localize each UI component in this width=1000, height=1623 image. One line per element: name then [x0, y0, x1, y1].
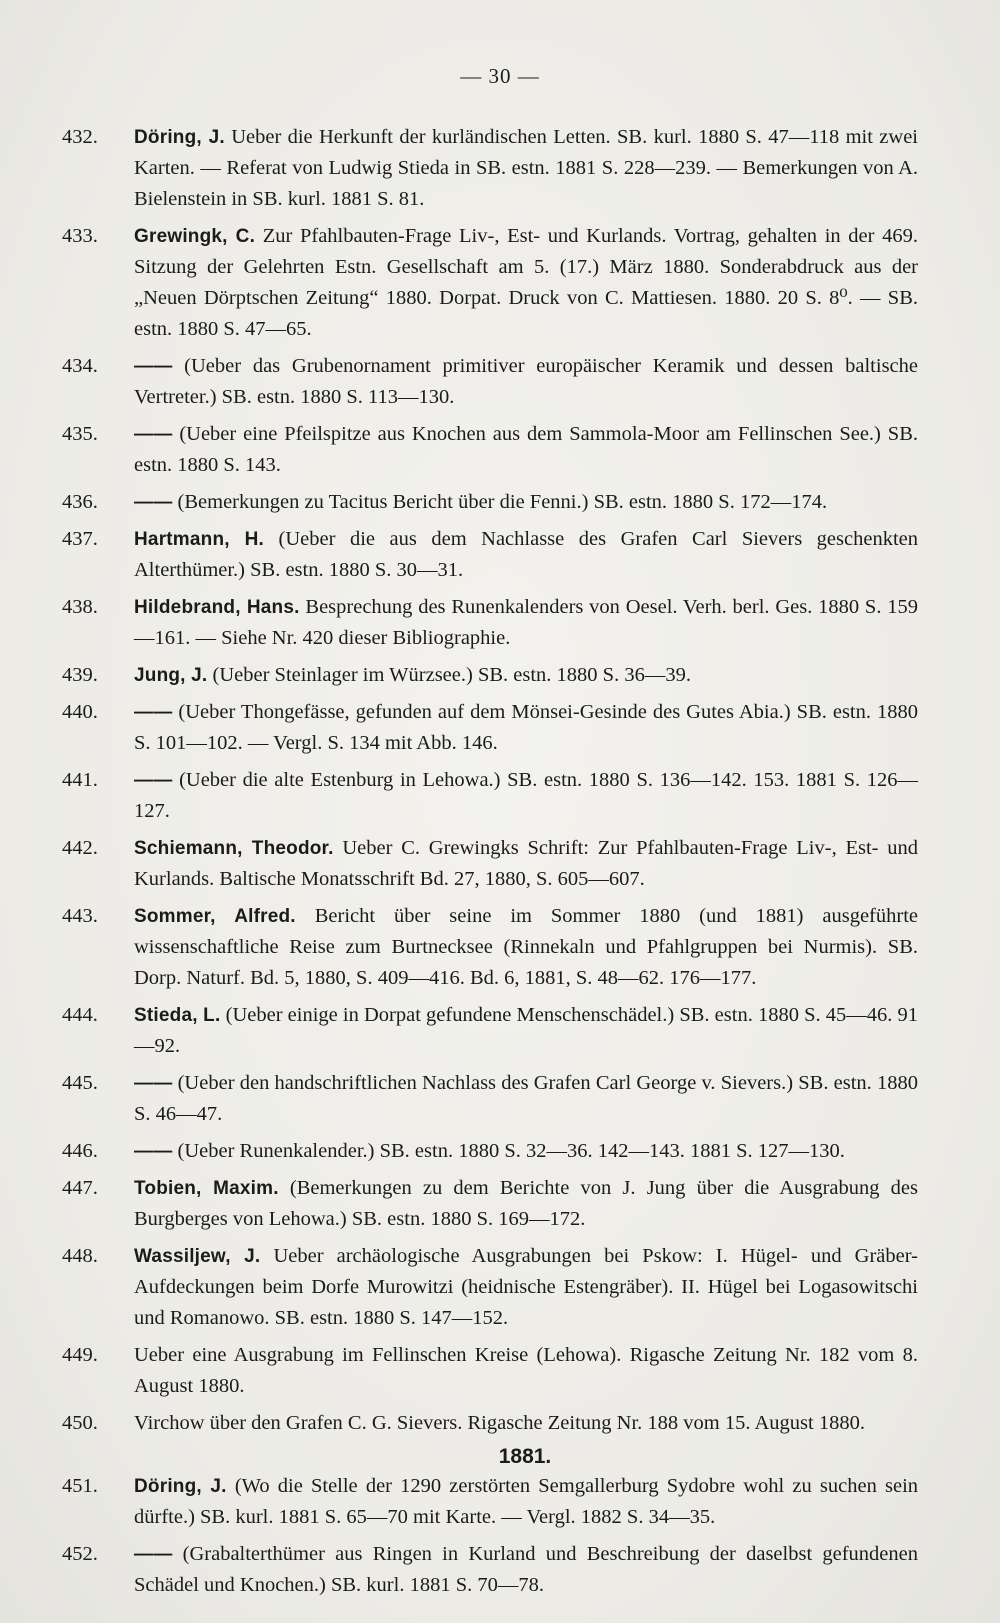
- bibliography-entry: [62, 1471, 918, 1533]
- bibliography-entry: [62, 833, 918, 895]
- entry-text: Ueber die Herkunft der kurländischen Letten. SB. kurl. 1880 S. 47—118 mit zwei Karten. — Referat von Ludwig Stieda in SB. estn. 1881 S. 228—239. — Bemerkungen von A. Bielenstein in SB. kurl. 1881 S. 81.: [134, 126, 918, 210]
- entry-body: [134, 901, 918, 994]
- bibliography-entry: [62, 1241, 918, 1334]
- entry-number: 440.: [62, 701, 98, 723]
- entry-text: Ueber C. Grewingks Schrift: Zur Pfahlbauten-Frage Liv-, Est- und Kurlands. Baltische Monatsschrift Bd. 27, 1880, S. 605—607.: [134, 837, 918, 890]
- entry-text: (Ueber eine Pfeilspitze aus Knochen aus dem Sammola-Moor am Fellinschen See.) SB. estn. 1880 S. 143.: [134, 423, 918, 476]
- entry-author: Wassiljew, J.: [134, 1246, 261, 1267]
- entry-body: [134, 1000, 918, 1062]
- bibliography-entry: [62, 765, 918, 827]
- entry-text: (Ueber Thongefässe, gefunden auf dem Mönsei-Gesinde des Gutes Abia.) SB. estn. 1880 S. 101—102. — Vergl. S. 134 mit Abb. 146.: [134, 701, 918, 754]
- entry-body: [134, 833, 918, 895]
- entry-body: [134, 351, 918, 413]
- entry-author: Tobien, Maxim.: [134, 1178, 279, 1199]
- entry-author: Döring, J.: [134, 127, 225, 148]
- entry-text: (Ueber das Grubenornament primitiver europäischer Keramik und dessen baltische Vertreter.) SB. estn. 1880 S. 113—130.: [134, 355, 918, 408]
- entry-number: 451.: [62, 1475, 98, 1497]
- bibliography-entry: [62, 1539, 918, 1601]
- entry-body: [134, 1136, 918, 1167]
- entry-body: [134, 592, 918, 654]
- entry-text: (Ueber Runenkalender.) SB. estn. 1880 S. 32—36. 142—143. 1881 S. 127—130.: [177, 1140, 845, 1162]
- bibliography-entry: [62, 697, 918, 759]
- bibliography-entry: [62, 221, 918, 345]
- entry-author: Grewingk, C.: [134, 226, 256, 247]
- entry-author: Jung, J.: [134, 665, 208, 686]
- entry-author: ——: [134, 492, 173, 513]
- entry-body: [134, 122, 918, 215]
- entry-author: Hartmann, H.: [134, 529, 265, 550]
- entry-body: [134, 221, 918, 345]
- entry-body: [134, 1173, 918, 1235]
- entry-text: (Ueber den handschriftlichen Nachlass des Grafen Carl George v. Sievers.) SB. estn. 1880 S. 46—47.: [134, 1072, 918, 1125]
- bibliography-entry: [62, 1340, 918, 1402]
- entry-number: 447.: [62, 1177, 98, 1199]
- entry-number: 435.: [62, 423, 98, 445]
- bibliography-entry: [62, 660, 918, 691]
- bibliography-entry: [62, 592, 918, 654]
- bibliography-entry: [62, 1000, 918, 1062]
- entry-number: 439.: [62, 664, 98, 686]
- entry-body: [134, 1471, 918, 1533]
- entry-number: 432.: [62, 126, 98, 148]
- entries-1881: [62, 1471, 918, 1601]
- bibliography-entry: [62, 122, 918, 215]
- entry-author: ——: [134, 770, 173, 791]
- entry-text: Virchow über den Grafen C. G. Sievers. Rigasche Zeitung Nr. 188 vom 15. August 1880.: [134, 1412, 865, 1434]
- entry-number: 441.: [62, 769, 98, 791]
- entry-text: Besprechung des Runenkalenders von Oesel. Verh. berl. Ges. 1880 S. 159—161. — Siehe Nr. 420 dieser Bibliographie.: [134, 596, 918, 649]
- entry-body: [134, 1068, 918, 1130]
- bibliography-entry: [62, 1136, 918, 1167]
- entry-body: [134, 765, 918, 827]
- entry-body: [134, 697, 918, 759]
- entry-text: Bericht über seine im Sommer 1880 (und 1881) ausgeführte wissenschaftliche Reise zum Burtnecksee (Rinnekaln und Pfahlgruppen bei Nurmis). SB. Dorp. Naturf. Bd. 5, 1880, S. 409—416. Bd. 6, 1881, S. 48—62. 176—177.: [134, 905, 919, 989]
- entry-number: 437.: [62, 528, 98, 550]
- entry-body: [134, 1408, 918, 1439]
- entry-author: ——: [134, 1073, 173, 1094]
- entry-author: Stieda, L.: [134, 1005, 221, 1026]
- entry-body: [134, 1539, 918, 1601]
- bibliography-entry: [62, 524, 918, 586]
- entry-number: 450.: [62, 1412, 98, 1434]
- entry-text: Zur Pfahlbauten-Frage Liv-, Est- und Kurlands. Vortrag, gehalten in der 469. Sitzung der Gelehrten Estn. Gesellschaft am 5. (17.) März 1880. Sonderabdruck aus der „Neuen Dörptschen Zeitung“ 1880. Dorpat. Druck von C. Mattiesen. 1880. 20 S. 8⁰. — SB. estn. 1880 S. 47—65.: [134, 225, 918, 340]
- bibliography-entry: [62, 487, 918, 518]
- bibliography-list: [62, 122, 918, 1607]
- entry-text: (Ueber Steinlager im Würzsee.) SB. estn. 1880 S. 36—39.: [212, 664, 691, 686]
- entry-number: 443.: [62, 905, 98, 927]
- entry-number: 433.: [62, 225, 98, 247]
- entry-body: [134, 524, 918, 586]
- entry-author: Döring, J.: [134, 1476, 227, 1497]
- entry-body: [134, 1340, 918, 1402]
- entry-body: [134, 419, 918, 481]
- bibliography-entry: [62, 901, 918, 994]
- entry-number: 452.: [62, 1543, 98, 1565]
- entry-text: (Ueber einige in Dorpat gefundene Menschenschädel.) SB. estn. 1880 S. 45—46. 91—92.: [134, 1004, 919, 1057]
- year-heading: 1881.: [498, 1445, 552, 1468]
- entry-author: Hildebrand, Hans.: [134, 597, 300, 618]
- bibliography-entry: [62, 1068, 918, 1130]
- bibliography-entry: [62, 351, 918, 413]
- entry-author: ——: [134, 1141, 173, 1162]
- entry-number: 448.: [62, 1245, 98, 1267]
- entry-author: Sommer, Alfred.: [134, 906, 296, 927]
- entry-text: (Ueber die alte Estenburg in Lehowa.) SB. estn. 1880 S. 136—142. 153. 1881 S. 126—127.: [134, 769, 918, 822]
- entry-number: 436.: [62, 491, 98, 513]
- entry-number: 434.: [62, 355, 98, 377]
- entry-number: 445.: [62, 1072, 98, 1094]
- entry-body: [134, 487, 918, 518]
- page-number: — 30 —: [460, 64, 540, 88]
- entry-text: (Bemerkungen zu dem Berichte von J. Jung über die Ausgrabung des Burgberges von Lehowa.) SB. estn. 1880 S. 169—172.: [134, 1177, 918, 1230]
- entry-number: 444.: [62, 1004, 98, 1026]
- entry-text: (Bemerkungen zu Tacitus Bericht über die Fenni.) SB. estn. 1880 S. 172—174.: [177, 491, 828, 513]
- bibliography-entry: [62, 419, 918, 481]
- bibliography-entry: [62, 1408, 918, 1439]
- entry-number: 446.: [62, 1140, 98, 1162]
- entry-body: [134, 1241, 918, 1334]
- entry-author: ——: [134, 424, 173, 445]
- entry-text: Ueber eine Ausgrabung im Fellinschen Kreise (Lehowa). Rigasche Zeitung Nr. 182 vom 8. August 1880.: [134, 1344, 918, 1397]
- entries-1880: [62, 122, 918, 1439]
- entry-number: 438.: [62, 596, 98, 618]
- entry-author: ——: [134, 702, 173, 723]
- bibliography-entry: [62, 1173, 918, 1235]
- entry-text: Ueber archäologische Ausgrabungen bei Pskow: I. Hügel- und Gräber-Aufdeckungen beim Dorfe Murowitzi (heidnische Estengräber). II. Hügel bei Logasowitschi und Romanowo. SB. estn. 1880 S. 147—152.: [134, 1245, 918, 1329]
- entry-number: 442.: [62, 837, 98, 859]
- entry-text: (Wo die Stelle der 1290 zerstörten Semgallerburg Sydobre wohl zu suchen sein dürfte.) SB. kurl. 1881 S. 65—70 mit Karte. — Vergl. 1882 S. 34—35.: [134, 1475, 919, 1528]
- entry-body: [134, 660, 918, 691]
- entry-number: 449.: [62, 1344, 98, 1366]
- entry-author: ——: [134, 1544, 173, 1565]
- entry-text: (Ueber die aus dem Nachlasse des Grafen Carl Sievers geschenkten Alterthümer.) SB. estn. 1880 S. 30—31.: [134, 528, 919, 581]
- entry-text: (Grabalterthümer aus Ringen in Kurland und Beschreibung der daselbst gefundenen Schädel und Knochen.) SB. kurl. 1881 S. 70—78.: [134, 1543, 918, 1596]
- entry-author: ——: [134, 356, 173, 377]
- entry-author: Schiemann, Theodor.: [134, 838, 334, 859]
